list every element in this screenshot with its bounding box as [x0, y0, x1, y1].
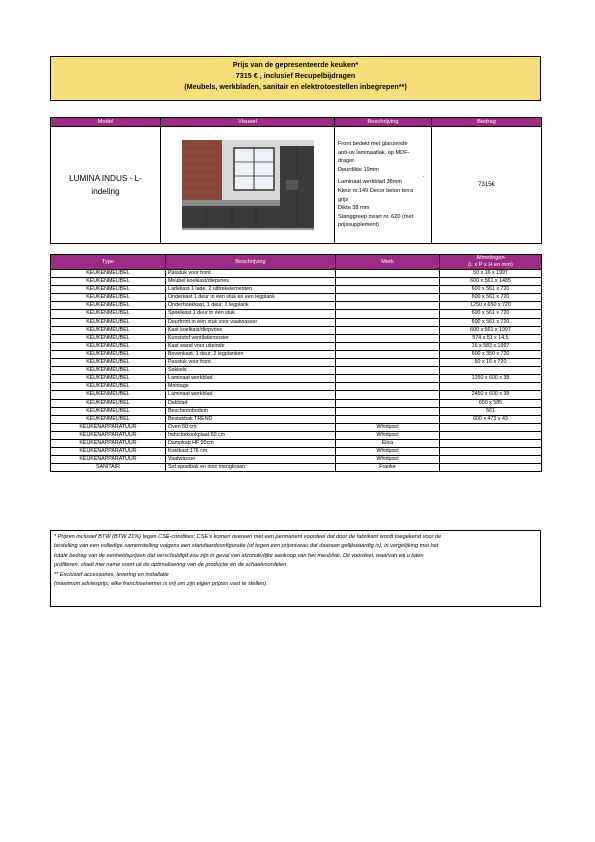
kitchen-visual	[161, 127, 335, 244]
items-table	[50, 254, 542, 472]
row-description: Vaatwasser	[166, 456, 336, 464]
table-row	[51, 302, 542, 310]
row-type: KEUKENMEUBEL	[51, 278, 166, 286]
kitchen-photo	[182, 140, 314, 230]
row-brand: Whirlpool	[336, 448, 440, 456]
row-brand: Franke	[336, 464, 440, 472]
row-brand	[336, 375, 440, 383]
row-brand	[336, 391, 440, 399]
table-row	[51, 334, 542, 342]
col-amount: Bedrag	[432, 118, 542, 127]
desc-dot: .	[422, 173, 424, 180]
row-dimensions	[440, 383, 542, 391]
col-item-description: Beschrijving	[166, 255, 336, 270]
row-brand: Whirlpool	[336, 423, 440, 431]
row-description: Spoelkast 1 deur in één stuk	[166, 310, 336, 318]
table-row	[51, 294, 542, 302]
row-type: KEUKENMEUBEL	[51, 359, 166, 367]
table-row	[51, 456, 542, 464]
row-dimensions	[440, 431, 542, 439]
table-row	[51, 286, 542, 294]
row-description: Bestekbak TREND	[166, 415, 336, 423]
row-dimensions: 650 x 585	[440, 399, 542, 407]
table-row	[51, 464, 542, 472]
row-brand	[336, 367, 440, 375]
row-type: KEUKENMEUBEL	[51, 342, 166, 350]
table-row	[51, 407, 542, 415]
row-brand	[336, 294, 440, 302]
row-brand	[336, 302, 440, 310]
row-dimensions	[440, 456, 542, 464]
row-dimensions	[440, 423, 542, 431]
footnotes	[50, 530, 541, 607]
row-dimensions: 600 x 561 x 720	[440, 310, 542, 318]
row-dimensions: 1250 x 600 x 38	[440, 375, 542, 383]
footnote-line: bestelling van een volledige samenstelling volgens een standaardconfiguratie (of tegen een prijsniveau dat daaraan gelijkwaardig is), in vergelijking met het	[54, 543, 439, 550]
row-brand	[336, 407, 440, 415]
row-brand	[336, 383, 440, 391]
row-description: Oven 60 cm	[166, 423, 336, 431]
row-dimensions: 600 x 561 x 720	[440, 318, 542, 326]
row-type: KEUKENAPPARATUUR	[51, 431, 166, 439]
row-dimensions: 600 x 561 x 1485	[440, 278, 542, 286]
row-dimensions: 600 x 473 x 43	[440, 415, 542, 423]
row-dimensions	[440, 367, 542, 375]
row-description: Passtuk voor front	[166, 270, 336, 278]
table-row	[51, 439, 542, 447]
row-brand	[336, 399, 440, 407]
row-dimensions: 2450 x 600 x 38	[440, 391, 542, 399]
row-type: KEUKENMEUBEL	[51, 399, 166, 407]
row-dimensions	[440, 464, 542, 472]
row-dimensions: 1250 x 650 x 720	[440, 302, 542, 310]
row-brand	[336, 318, 440, 326]
row-brand: Whirlpool	[336, 456, 440, 464]
table-row	[51, 310, 542, 318]
row-dimensions	[440, 439, 542, 447]
row-type: KEUKENMEUBEL	[51, 334, 166, 342]
row-type: KEUKENMEUBEL	[51, 318, 166, 326]
price-banner	[50, 56, 541, 101]
row-type: KEUKENMEUBEL	[51, 270, 166, 278]
col-model: Model	[51, 118, 161, 127]
col-type: Type	[51, 255, 166, 270]
row-description: Laminaat werkblad	[166, 391, 336, 399]
row-description: Sokkels	[166, 367, 336, 375]
row-dimensions: 50 x 16 x 1997	[440, 270, 542, 278]
row-type: KEUKENMEUBEL	[51, 302, 166, 310]
row-description: Kast koelkast/diepvries	[166, 326, 336, 334]
row-description: Dekblad	[166, 399, 336, 407]
footnote-line: * Prijzen inclusief BTW (BTW 21%) tegen CSE-condities: CSE's komen overeen met een permanent voordeel dat door de fabrikant wordt toegekend voor de	[54, 534, 442, 540]
row-dimensions: 16 x 583 x 1997	[440, 342, 542, 350]
row-description: Beschermbodem	[166, 407, 336, 415]
table-row	[51, 342, 542, 350]
banner-title: Prijs van de gepresenteerde keuken*	[232, 60, 359, 69]
table-row	[51, 367, 542, 375]
col-brand: Merk	[336, 255, 440, 270]
row-dimensions: 600 x 561 x 720	[440, 294, 542, 302]
row-description: Inductiekookplaat 60 cm	[166, 431, 336, 439]
row-brand: Whirlpool	[336, 431, 440, 439]
table-row	[51, 318, 542, 326]
row-dimensions: 561	[440, 407, 542, 415]
row-dimensions: 600 x 561 x 1997	[440, 326, 542, 334]
row-description: Meubel koelkast/diepvries	[166, 278, 336, 286]
table-row	[51, 415, 542, 423]
table-row	[51, 270, 542, 278]
col-description: Beschrijving	[335, 118, 432, 127]
row-brand	[336, 334, 440, 342]
row-type: KEUKENMEUBEL	[51, 367, 166, 375]
row-description: Ladekast 1 lade, 2 uittrekelementen	[166, 286, 336, 294]
col-dimensions: Afmetingen (L x P x H en mm)	[440, 255, 542, 270]
row-type: KEUKENMEUBEL	[51, 286, 166, 294]
banner-note: (Meubels, werkbladen, sanitair en elektrotoestellen inbegrepen**)	[184, 82, 407, 91]
footnote-line: profiteren, vloeit met name voort uit de optimalisering van de productie en de schaalvoordelen.	[54, 562, 288, 569]
table-row	[51, 399, 542, 407]
row-dimensions: 574 x 51 x 14,5	[440, 334, 542, 342]
row-description: Deurfront in één stuk voor vaatwasser	[166, 318, 336, 326]
col-visual: Visueel	[161, 118, 335, 127]
row-description: Montage	[166, 383, 336, 391]
row-description: Kunststof ventilatierooster	[166, 334, 336, 342]
table-row	[51, 359, 542, 367]
summary-table	[50, 117, 542, 244]
row-dimensions	[440, 448, 542, 456]
footnote-line: totale bedrag van de eenheidsprijzen dat verschuldigd zou zijn in geval van afzonderlijke aankoop van het meubilair. Dit voordeel, waarvan wij u laten	[54, 552, 424, 559]
row-dimensions: 600 x 561 x 720	[440, 286, 542, 294]
table-row	[51, 448, 542, 456]
row-description: Koelkast 178 cm	[166, 448, 336, 456]
row-dimensions: 600 x 350 x 720	[440, 350, 542, 358]
row-description: Dampkap HF 90cm	[166, 439, 336, 447]
table-row	[51, 383, 542, 391]
row-description: Onderhoekkast, 1 deur, 1 legplank	[166, 302, 336, 310]
footnote-line: (maximum adviesprijs; elke franchisenemer is vrij om zijn eigen prijzen vast te stellen).	[54, 581, 268, 588]
row-description: Passtuk voor front	[166, 359, 336, 367]
row-description: Set spoelbak en inox mengkraan	[166, 464, 336, 472]
row-type: KEUKENMEUBEL	[51, 350, 166, 358]
table-row	[51, 278, 542, 286]
row-type: KEUKENMEUBEL	[51, 375, 166, 383]
row-type: SANITAIR	[51, 464, 166, 472]
row-type: KEUKENMEUBEL	[51, 310, 166, 318]
row-brand	[336, 286, 440, 294]
row-brand	[336, 326, 440, 334]
row-brand: Elica	[336, 439, 440, 447]
model-name: LUMINA INDUS - L- indeling	[51, 127, 161, 244]
row-description: Laminaat werkblad	[166, 375, 336, 383]
banner-price: 7315 € , inclusief Recupelbijdragen	[235, 71, 356, 80]
row-brand	[336, 270, 440, 278]
row-type: KEUKENAPPARATUUR	[51, 423, 166, 431]
row-type: KEUKENMEUBEL	[51, 383, 166, 391]
row-brand	[336, 359, 440, 367]
row-description: Onderkast 1 deur in één stuk en een legplank	[166, 294, 336, 302]
row-type: KEUKENAPPARATUUR	[51, 456, 166, 464]
table-row	[51, 350, 542, 358]
row-brand	[336, 415, 440, 423]
row-type: KEUKENMEUBEL	[51, 407, 166, 415]
row-brand	[336, 342, 440, 350]
kitchen-price: 7315€	[432, 127, 542, 244]
footnote-line: ** Exclusief accessoires, levering en installatie	[54, 571, 169, 578]
row-type: KEUKENAPPARATUUR	[51, 439, 166, 447]
item-rows	[51, 270, 542, 472]
row-type: KEUKENAPPARATUUR	[51, 448, 166, 456]
row-brand	[336, 310, 440, 318]
row-brand	[336, 278, 440, 286]
row-type: KEUKENMEUBEL	[51, 294, 166, 302]
table-row	[51, 431, 542, 439]
table-row	[51, 326, 542, 334]
row-type: KEUKENMEUBEL	[51, 391, 166, 399]
row-description: Bovenkast, 1 deur, 2 legplanken	[166, 350, 336, 358]
table-row	[51, 391, 542, 399]
table-row	[51, 375, 542, 383]
row-type: KEUKENMEUBEL	[51, 326, 166, 334]
row-type: KEUKENMEUBEL	[51, 415, 166, 423]
row-dimensions: 50 x 16 x 720	[440, 359, 542, 367]
row-brand	[336, 350, 440, 358]
kitchen-description: Front bedekt met glanzende anti-uv laminaatlak, op MDF- drager. Deurdikte 19mm . Laminaat werkblad 38mm Kleur nr.149 Decor beton terra grijs Dikte 38 mm Stanggreep zwart nr. 620 (met prijssupplement)	[335, 127, 432, 244]
row-description: Kast wand voor uiteinde	[166, 342, 336, 350]
table-row	[51, 423, 542, 431]
